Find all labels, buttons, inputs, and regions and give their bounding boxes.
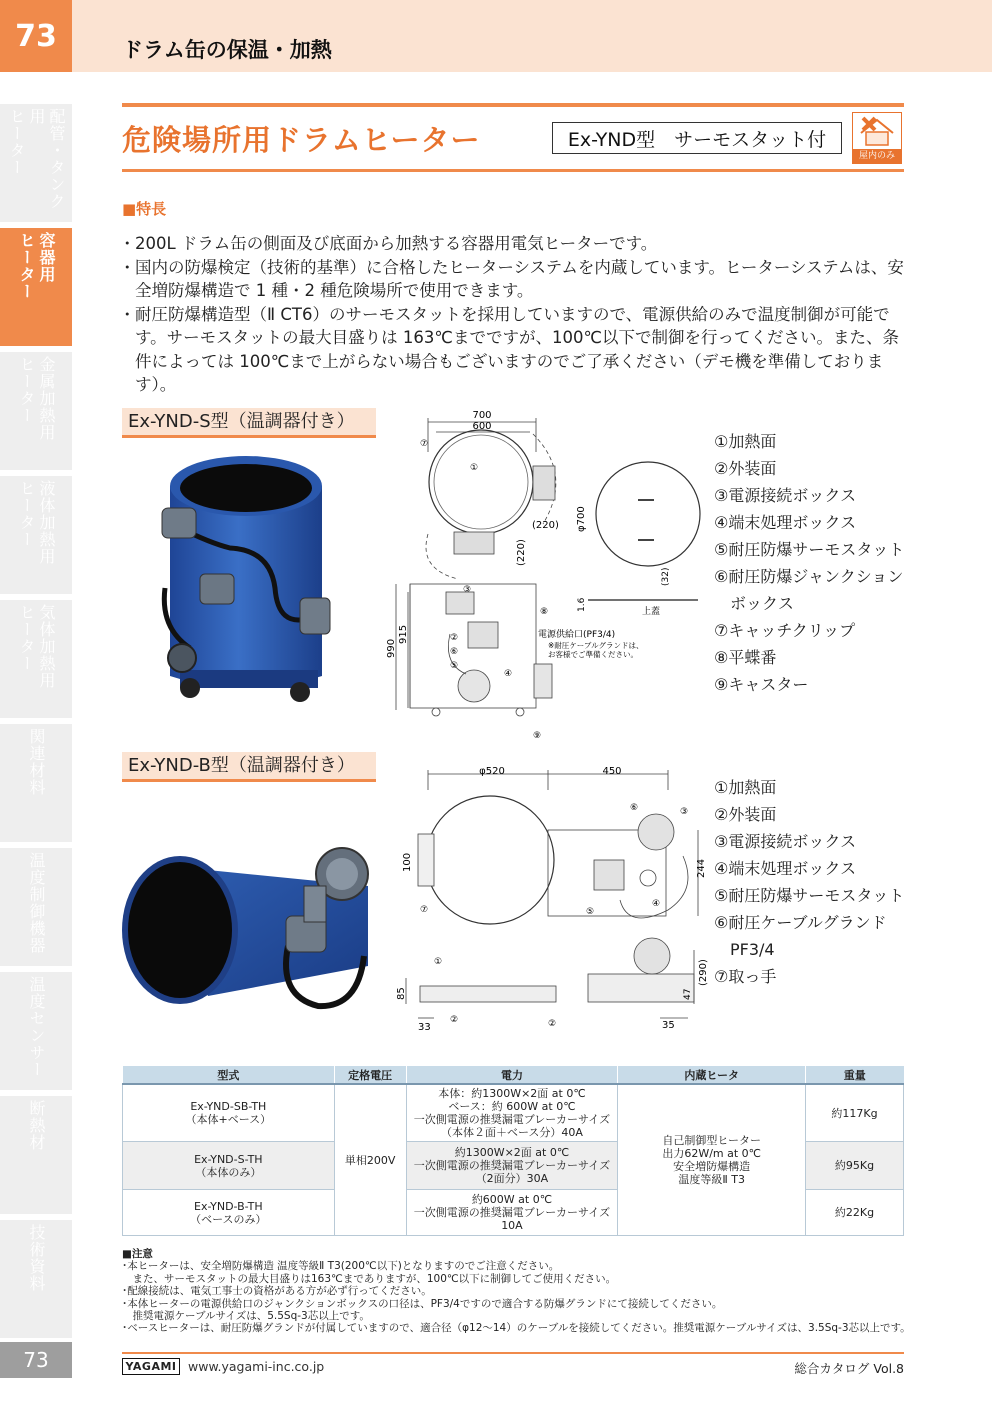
callout-7: ⑦ — [420, 439, 429, 449]
part-item: ⑥耐圧ケーブルグランド — [714, 913, 887, 932]
dim-47: 47 — [683, 988, 693, 1000]
note-line: ･配線接続は、電気工事士の資格がある方が必ず行ってください。 — [122, 1285, 432, 1298]
dim-600: 600 — [472, 421, 492, 432]
dim-220-a: (220) — [532, 520, 559, 531]
section-label-s: Ex-YND-S型（温調器付き） — [122, 408, 376, 438]
dim-220-b: (220) — [516, 539, 527, 566]
callout-2-right: ② — [548, 1019, 557, 1029]
feature-item: ・ 国内の防爆検定（技術的基準）に合格したヒーターシステムを内蔵しています。ヒーターシステムは、安全増防爆構造で 1 種・2 種危険場所で使用できます。 — [122, 256, 906, 303]
col-header-model: 型式 — [123, 1066, 335, 1084]
note-line: ･本体ヒーターの電源供給口のジャンクションボックスの口径は、PF3/4ですので適合する防爆グランドにて接続してください。 — [122, 1297, 723, 1310]
inlet-label: 電源供給口(PF3/4) — [538, 630, 616, 640]
part-item: ④端末処理ボックス — [714, 859, 857, 878]
callout-2: ② — [450, 633, 459, 643]
drawing-s — [388, 404, 708, 740]
catalog-volume: 総合カタログ Vol.8 — [794, 1361, 904, 1376]
spec-table — [122, 1066, 904, 1236]
col-header-voltage: 定格電圧 — [334, 1066, 406, 1084]
side-tab-temp-sensor[interactable] — [0, 972, 72, 1090]
callout-6: ⑥ — [450, 647, 459, 657]
product-photo-b — [118, 826, 380, 1022]
dim-1-6: 1.6 — [577, 597, 587, 612]
table-row — [123, 1084, 904, 1142]
dim-phi520: φ520 — [479, 766, 505, 777]
part-item: ⑦キャッチクリップ — [714, 621, 856, 640]
side-tab-container[interactable] — [0, 228, 72, 346]
dim-700: 700 — [472, 410, 492, 421]
page-number-top: 73 — [0, 0, 72, 72]
part-item: ①加熱面 — [714, 778, 777, 797]
callout-5: ⑤ — [586, 907, 595, 917]
side-tab-label: 容器用 ヒーター — [17, 232, 56, 300]
col-header-weight: 重量 — [806, 1066, 904, 1084]
cell-power: 約600W at 0℃ 一次側電源の推奨漏電ブレーカーサイズ 10A — [406, 1190, 618, 1236]
callout-3: ③ — [680, 807, 689, 817]
section-label-b: Ex-YND-B型（温調器付き） — [122, 752, 376, 782]
side-tab-label: 液体加熱用 ヒーター — [17, 480, 56, 565]
indoor-only-badge — [852, 112, 902, 164]
side-tab-materials[interactable] — [0, 724, 72, 842]
part-item: ⑨キャスター — [714, 675, 809, 694]
side-tab-label: 配管・タンク用 ヒーター — [7, 108, 66, 210]
cell-heater: 自己制御型ヒーター 出力62W/m at 0℃ 安全増防爆構造 温度等級Ⅱ T3 — [618, 1084, 806, 1236]
cell-model: Ex-YND-B-TH （ベースのみ） — [123, 1190, 335, 1236]
part-item: PF3/4 — [730, 940, 775, 959]
cell-model: Ex-YND-S-TH （本体のみ） — [123, 1142, 335, 1190]
inlet-note-2: お客様でご準備ください。 — [548, 650, 638, 659]
dim-990: 990 — [386, 638, 397, 658]
product-photo-s — [150, 448, 350, 710]
side-tab-liquid[interactable] — [0, 476, 72, 594]
drawing-b — [398, 760, 708, 1040]
side-tab-label: 気体加熱用 ヒーター — [17, 604, 56, 689]
note-line: また、サーモスタットの最大目盛りは163℃までありますが、100℃以下に制御してご使用ください。 — [122, 1272, 617, 1285]
indoor-only-label: 屋内のみ — [853, 149, 901, 163]
callout-6: ⑥ — [630, 803, 639, 813]
cell-power: 約1300W×2面 at 0℃ 一次側電源の推奨漏電ブレーカーサイズ （2面分）30A — [406, 1142, 618, 1190]
side-tab-metal[interactable] — [0, 352, 72, 470]
cell-weight: 約95Kg — [806, 1142, 904, 1190]
callout-8: ⑧ — [540, 607, 549, 617]
side-tab-label: 断熱材 — [27, 1100, 46, 1151]
parts-list-s — [714, 428, 904, 698]
side-tab-label: 温度制御機器 — [27, 852, 46, 954]
dim-100: 100 — [402, 852, 413, 872]
features-heading: ■特長 — [122, 200, 167, 218]
notes — [122, 1248, 912, 1335]
side-tab-label: 金属加熱用 ヒーター — [17, 356, 56, 441]
dim-35: 35 — [662, 1020, 675, 1031]
cell-model: Ex-YND-SB-TH （本体+ベース） — [123, 1084, 335, 1142]
parts-list-b — [714, 774, 904, 990]
dim-33: 33 — [418, 1022, 431, 1033]
callout-4: ④ — [504, 669, 513, 679]
table-header-row — [123, 1066, 904, 1084]
title-rule-bottom — [122, 169, 904, 172]
side-tab-label: 関連材料 — [27, 728, 46, 796]
part-item: ⑤耐圧防爆サーモスタット — [714, 886, 905, 905]
part-item: ⑦取っ手 — [714, 967, 777, 986]
notes-heading: ■注意 — [122, 1248, 153, 1260]
side-tab-insulation[interactable] — [0, 1096, 72, 1214]
feature-item: ・ 200L ドラム缶の側面及び底面から加熱する容器用電気ヒーターです。 — [122, 232, 906, 256]
cell-weight: 約22Kg — [806, 1190, 904, 1236]
company-url[interactable]: www.yagami-inc.co.jp — [188, 1359, 325, 1374]
note-line: 推奨電源ケーブルサイズは、5.5Sq-3芯以上です。 — [122, 1310, 370, 1323]
section-title: ドラム缶の保温・加熱 — [122, 38, 332, 62]
page-number-bottom: 73 — [0, 1342, 72, 1378]
col-header-power: 電力 — [406, 1066, 618, 1084]
dim-450: 450 — [602, 766, 622, 777]
lid-label: 上蓋 — [642, 607, 661, 617]
part-item: ②外装面 — [714, 805, 777, 824]
title-rule-top — [122, 103, 904, 107]
dim-32: (32) — [661, 567, 671, 586]
side-tab-nav — [0, 104, 72, 1344]
dim-85: 85 — [396, 987, 407, 1000]
part-item: ①加熱面 — [714, 432, 777, 451]
side-tab-pipe-tank[interactable] — [0, 104, 72, 222]
note-line: ･本ヒーターは、安全増防爆構造 温度等級Ⅱ T3(200℃以下)となりますのでご注意ください。 — [122, 1260, 560, 1273]
note-line: ･ベースヒーターは、耐圧防爆グランドが付属していますので、適合径（φ12～14）のケーブルを接続してください。推奨電源ケーブルサイズは、3.5Sq-3芯以上です。 — [122, 1322, 911, 1335]
part-item: ③電源接続ボックス — [714, 486, 857, 505]
callout-9: ⑨ — [533, 731, 542, 741]
callout-3: ③ — [463, 585, 472, 595]
product-title: 危険場所用ドラムヒーター — [122, 123, 481, 157]
col-header-heater: 内蔵ヒータ — [618, 1066, 806, 1084]
dim-290: (290) — [698, 959, 709, 986]
callout-5: ⑤ — [450, 661, 459, 671]
cell-power: 本体：約1300W×2面 at 0℃ ベース：約 600W at 0℃ 一次側電源の推奨漏電ブレーカーサイズ （本体２面＋ベース分）40A — [406, 1084, 618, 1142]
part-item: ③電源接続ボックス — [714, 832, 857, 851]
part-item: ボックス — [730, 594, 794, 613]
indoor-only-icon — [853, 113, 901, 149]
features-list — [122, 232, 906, 397]
dim-phi700: φ700 — [576, 506, 587, 532]
part-item: ④端末処理ボックス — [714, 513, 857, 532]
side-tab-technical[interactable] — [0, 1220, 72, 1338]
callout-4: ④ — [652, 899, 661, 909]
side-tab-label: 温度センサー — [27, 976, 46, 1078]
callout-2-left: ② — [450, 1015, 459, 1025]
side-tab-label: 技術資料 — [27, 1224, 46, 1292]
inlet-note-1: ※耐圧ケーブルグランドは、 — [548, 641, 644, 650]
cell-voltage: 単相200V — [334, 1084, 406, 1236]
cell-weight: 約117Kg — [806, 1084, 904, 1142]
part-item: ②外装面 — [714, 459, 777, 478]
part-item: ⑤耐圧防爆サーモスタット — [714, 540, 905, 559]
side-tab-temp-control[interactable] — [0, 848, 72, 966]
dim-915: 915 — [398, 624, 409, 644]
footer-rule — [122, 1352, 904, 1354]
side-tab-gas[interactable] — [0, 600, 72, 718]
part-item: ⑥耐圧防爆ジャンクション — [714, 567, 904, 586]
callout-1: ① — [470, 463, 479, 473]
company-logo: YAGAMI — [122, 1358, 180, 1375]
model-box: Ex-YND型 サーモスタット付 — [552, 122, 842, 154]
dim-244: 244 — [696, 858, 707, 878]
part-item: ⑧平蝶番 — [714, 648, 777, 667]
callout-7: ⑦ — [420, 905, 429, 915]
callout-1: ① — [434, 957, 443, 967]
feature-item: ・ 耐圧防爆構造型（Ⅱ CT6）のサーモスタットを採用していますので、電源供給のみで温度制御が可能です。サーモスタットの最大目盛りは 163℃までですが、100℃以下で制御を行ってください。また、条件によっては 100℃まで上がらない場合もございますのでご了承ください（デモ機を準備しております）。 — [122, 303, 906, 397]
